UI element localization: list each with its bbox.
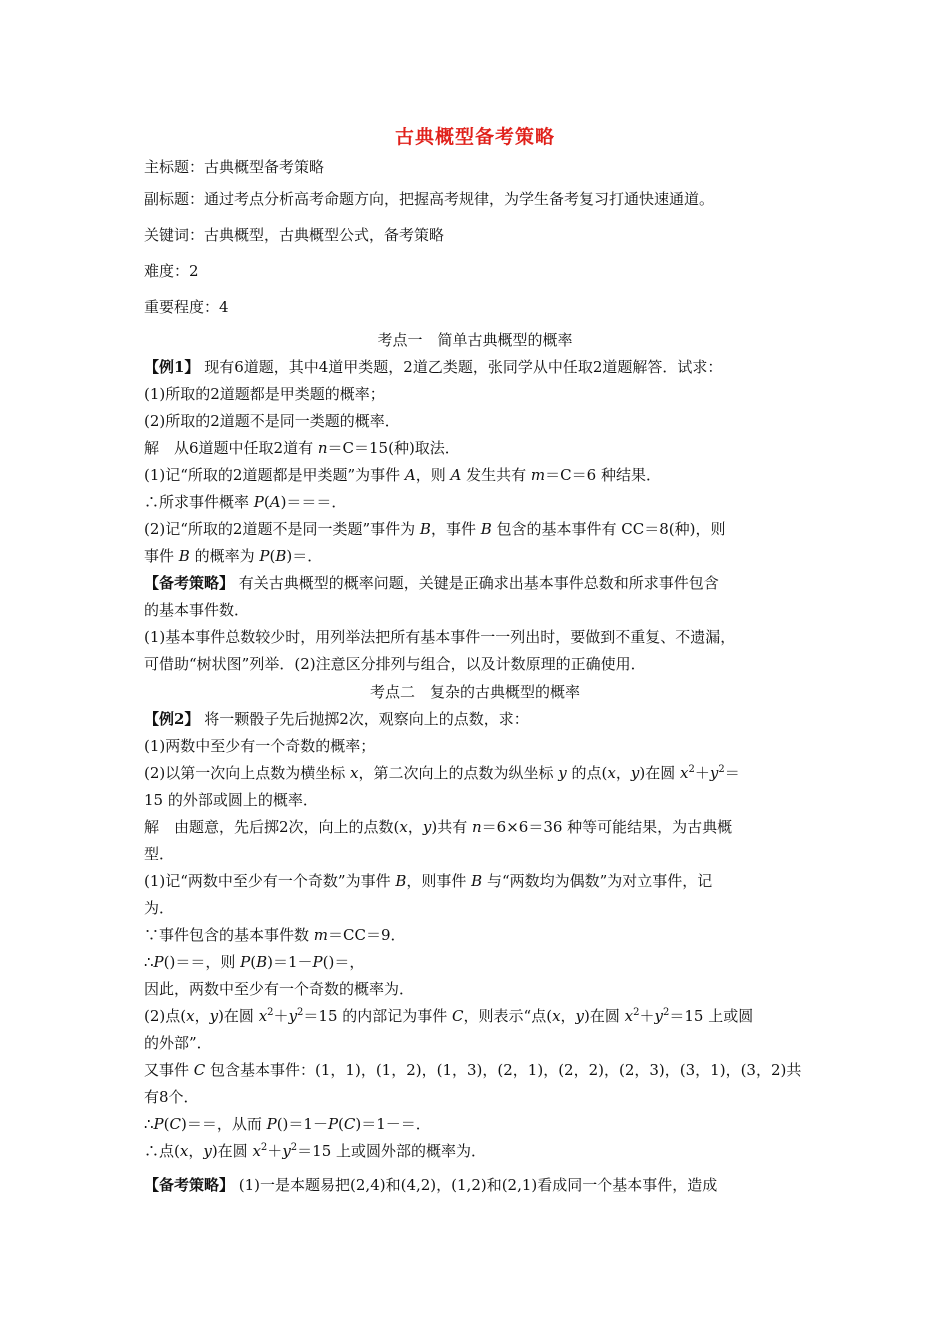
example1-part1: (1)记“所取的2道题都是甲类题”为事件 A，则 A 发生共有 m＝C＝6 种结果． <box>144 466 661 484</box>
example2-part2: (2)点(x，y)在圆 $x^2+y^2=15$ 的内部记为事件 C，则表示“点(x，y)在圆 $x^2+y^2=15$ 上或圆 <box>144 1007 754 1025</box>
example2-part2-result: ∴P(C)＝＝，从而 P()＝1－P(C)＝1－＝． <box>144 1115 431 1133</box>
keywords-line: 关键词：古典概型，古典概型公式，备考策略 <box>144 226 445 244</box>
example1-part2: (2)记“所取的2道题不是同一类题”事件为 B，事件 B 包含的基本事件有 CC＝8(种)，则 <box>144 520 726 538</box>
example2-final-conclusion: ∴点(x，y)在圆 $x^2+y^2=15$ 上或圆外部的概率为． <box>144 1142 487 1160</box>
example2-statement: 【例2】 将一颗骰子先后抛掷2次，观察向上的点数，求： <box>144 710 529 728</box>
example1-part2-result: 事件 B 的概率为 P(B)＝． <box>144 547 323 565</box>
example1-tag: 【例1】 <box>144 358 200 376</box>
strategy1-line4: 可借助“树状图”列举．(2)注意区分排列与组合，以及计数原理的正确使用． <box>144 655 646 673</box>
example2-solution-intro: 解 由题意，先后掷2次，向上的点数(x，y)共有 n＝6×6＝36 种等可能结果，为古典概 <box>144 818 733 836</box>
example2-part1-line2: 为． <box>144 899 175 917</box>
example2-part2-line2: 的外部”． <box>144 1034 212 1052</box>
difficulty-line: 难度：2 <box>144 262 199 280</box>
importance-line: 重要程度：4 <box>144 298 229 316</box>
example2-part1-conclusion: 因此，两数中至少有一个奇数的概率为． <box>144 980 415 998</box>
strategy1-line3: (1)基本事件总数较少时，用列举法把所有基本事件一一列出时，要做到不重复、不遗漏， <box>144 628 736 646</box>
example1-question1: (1)所取的2道题都是甲类题的概率； <box>144 385 385 403</box>
section2-heading: 考点二 复杂的古典概型的概率 <box>369 683 580 701</box>
strategy2-line1: 【备考策略】 (1)一是本题易把(2,4)和(4,2)，(1,2)和(2,1)看成同一个基本事件，造成 <box>144 1176 718 1194</box>
strategy1-tag: 【备考策略】 <box>144 574 235 592</box>
example2-question2: (2)以第一次向上点数为横坐标 x，第二次向上的点数为纵坐标 y 的点(x，y)在圆 $x^2+y^2=$ <box>144 764 740 782</box>
example2-part1: (1)记“两数中至少有一个奇数”为事件 B，则事件 B 与“两数均为偶数”为对立事件，记 <box>144 872 713 890</box>
subtitle-line: 副标题：通过考点分析高考命题方向，把握高考规律，为学生备考复习打通快速通道。 <box>144 190 715 208</box>
example2-tag: 【例2】 <box>144 710 200 728</box>
example2-part1-result: ∴P()＝＝，则 P(B)＝1－P()＝， <box>144 953 365 971</box>
strategy2-tag: 【备考策略】 <box>144 1176 235 1194</box>
example1-question2: (2)所取的2道题不是同一类题的概率． <box>144 412 400 430</box>
example2-part1-count: ∵事件包含的基本事件数 m＝CC＝9． <box>144 926 406 944</box>
example2-question2-line2: 15 的外部或圆上的概率． <box>144 791 318 809</box>
document-title: 古典概型备考策略 <box>394 126 555 148</box>
main-title-line: 主标题：古典概型备考策略 <box>144 158 325 176</box>
example1-part1-result: ∴所求事件概率 P(A)＝＝＝． <box>144 493 347 511</box>
strategy1-line2: 的基本事件数． <box>144 601 250 619</box>
example2-event-list-line2: 有8个． <box>144 1088 199 1106</box>
example2-question1: (1)两数中至少有一个奇数的概率； <box>144 737 376 755</box>
example1-solution-intro: 解 从6道题中任取2道有 n＝C＝15(种)取法． <box>144 439 460 457</box>
example1-statement: 【例1】 现有6道题，其中4道甲类题，2道乙类题，张同学从中任取2道题解答．试求： <box>144 358 723 376</box>
example2-solution-intro-line2: 型． <box>144 845 175 863</box>
example2-event-list: 又事件 C 包含基本事件：(1，1)，(1，2)，(1，3)，(2，1)，(2，2)，(2，3)，(3，1)，(3，2)共 <box>144 1061 802 1079</box>
strategy1-line1: 【备考策略】 有关古典概型的概率问题，关键是正确求出基本事件总数和所求事件包含 <box>144 574 719 592</box>
section1-heading: 考点一 简单古典概型的概率 <box>377 331 573 349</box>
